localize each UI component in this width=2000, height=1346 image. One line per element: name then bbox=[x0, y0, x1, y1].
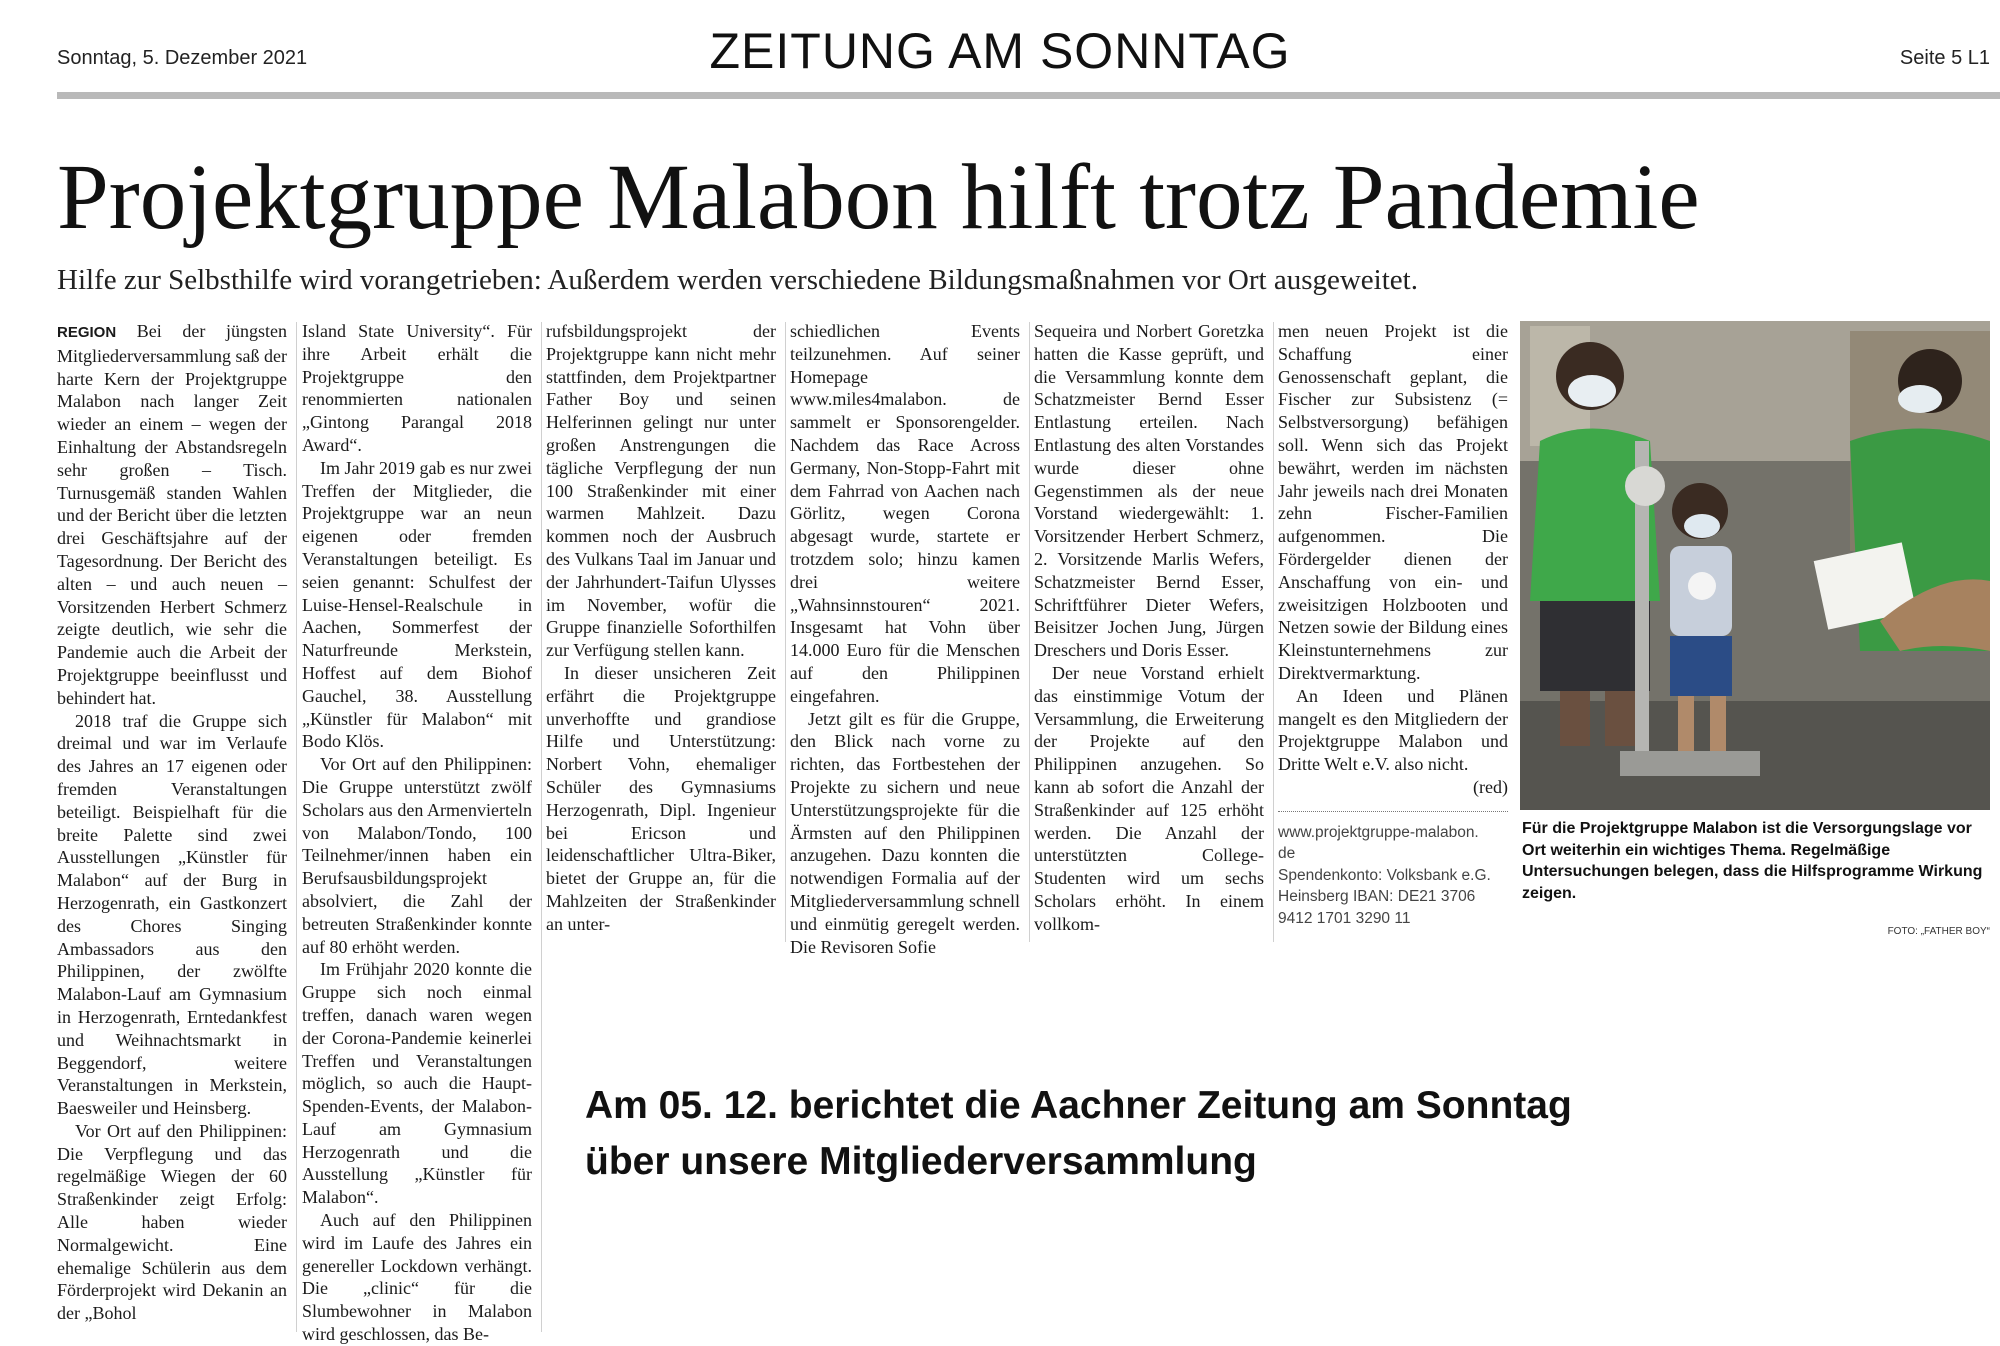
paragraph: Der neue Vorstand erhielt das einstimmige Votum der Versammlung, die Erweiterung der Projekte auf den Philippinen anzugehen. So kann ab sofort die Anzahl der Straßenkinder auf 125 erhöht werden. Die Anzahl der unterstützten College-Studenten wird um sechs Scholars erhöht. In einem vollkom- bbox=[1034, 662, 1264, 934]
paragraph: men neuen Projekt ist die Schaffung einer Genossenschaft geplant, die Fischer zur Subsistenz (= Selbstversorgung) befähigen soll. Wenn sich das Projekt bewährt, werden im nächsten Jahr jeweils nach drei Monaten zehn Fischer-Familien aufgenommen. Die Fördergelder dienen der Anschaffung von ein- und zweisitzigen Holzbooten und Netzen sowie der Bildung eines Kleinstunternehmens zur Direktvermarktung. bbox=[1278, 321, 1508, 683]
website-link[interactable]: www.projektgruppe-malabon. bbox=[1278, 823, 1479, 841]
column-divider bbox=[1029, 322, 1030, 942]
paragraph: Vor Ort auf den Philippinen: Die Gruppe unterstützt zwölf Scholars aus den Armenvierteln von Malabon/Tondo, 100 Teilnehmer/innen haben ein Berufsausbildungsprojekt absolviert, die Zahl der betreuten Straßenkinder konnte auf 80 erhöht werden. bbox=[302, 754, 532, 957]
paragraph: REGION Bei der jüngsten Mitgliederversammlung saß der harte Kern der Projektgruppe Malabon nach langer Zeit wieder an einem – wegen der Einhaltung der Abstandsregeln sehr großen – Tisch. Turnusgemäß standen Wahlen und der Bericht über die letzten drei Geschäftsjahre auf der Tagesordnung. Der Bericht des alten – und auch neuen – Vorsitzenden Herbert Schmerz zeigte deutlich, wie sehr die Pandemie auch die Arbeit der Projektgruppe beeinflusst und behindert hat. bbox=[57, 321, 287, 708]
article-column-3 bbox=[546, 320, 776, 936]
paragraph: Im Frühjahr 2020 konnte die Gruppe sich noch einmal treffen, danach waren wegen der Corona-Pandemie keinerlei Treffen und Veranstaltungen möglich, so auch die Haupt-Spenden-Events, der Malabon-Lauf am Gymnasium Herzogenrath und die Ausstellung „Künstler für Malabon“. bbox=[302, 959, 532, 1208]
column-divider bbox=[1273, 322, 1274, 942]
article-column-6 bbox=[1278, 320, 1508, 929]
paragraph: Auch auf den Philippinen wird im Laufe des Jahres ein genereller Lockdown verhängt. Die „clinic“ für die Slumbewohner in Malabon wird geschlossen, das Be- bbox=[302, 1210, 532, 1345]
article-column-5 bbox=[1034, 320, 1264, 936]
photo-illustration bbox=[1520, 321, 1990, 810]
region-tag: REGION bbox=[57, 324, 117, 341]
paragraph: rufsbildungsprojekt der Projektgruppe kann nicht mehr stattfinden, dem Projektpartner Father Boy und seinen Helferinnen gelingt nur unter großen Anstrengungen die tägliche Verpflegung der nun 100 Straßenkinder mit einer warmen Mahlzeit. Dazu kommen noch der Ausbruch des Vulkans Taal im Januar und der Jahrhundert-Taifun Ulysses im November, wofür die Gruppe finanzielle Soforthilfen zur Verfügung stellen kann. bbox=[546, 321, 776, 661]
paragraph: Im Jahr 2019 gab es nur zwei Treffen der Mitglieder, die Projektgruppe war an neun eigenen oder fremden Veranstaltungen beteiligt. Es seien genannt: Schulfest der Luise-Hensel-Realschule in Aachen, Sommerfest der Naturfreunde Merkstein, Hoffest auf dem Biohof Gauchel, 38. Ausstellung „Künstler für Malabon“ mit Bodo Klös. bbox=[302, 457, 532, 752]
donation-account: Spendenkonto: Volksbank e.G. bbox=[1278, 866, 1491, 884]
photo-credit: FOTO: „FATHER BOY“ bbox=[1887, 926, 1990, 937]
paragraph: Jetzt gilt es für die Gruppe, den Blick nach vorne zu richten, das Fortbestehen der Projekte zu sichern und neue Unterstützungsprojekte für die Ärmsten auf den Philippinen anzugehen. Dazu konnten die notwendigen Formalia auf der Mitgliederversammlung schnell und einmütig geregelt werden. Die Revisoren Sofie bbox=[790, 708, 1020, 957]
masthead-date: Sonntag, 5. Dezember 2021 bbox=[57, 47, 308, 69]
paragraph: 2018 traf die Gruppe sich dreimal und war im Verlaufe des Jahres an 17 eigenen oder fremden Veranstaltungen beteiligt. Beispielhaft für die breite Palette sind zwei Ausstellungen „Künstler für Malabon“ auf der Burg in Herzogenrath, ein Gastkonzert des Chores Singing Ambassadors aus den Philippinen, der zwölfte Malabon-Lauf am Gymnasium in Herzogenrath, Erntedankfest und Weihnachtsmarkt in Beggendorf, weitere Veranstaltungen in Merkstein, Baesweiler und Heinsberg. bbox=[57, 710, 287, 1119]
paragraph: Vor Ort auf den Philippinen: Die Verpflegung und das regelmäßige Wiegen der 60 Straßenkinder zeigt Erfolg: Alle haben wieder Normalgewicht. Eine ehemalige Schülerin aus dem Förderprojekt wird Dekanin an der „Bohol bbox=[57, 1120, 287, 1324]
article-column-2 bbox=[302, 320, 532, 1346]
overlay-note-line-1: Am 05. 12. berichtet die Aachner Zeitung am Sonntag bbox=[585, 1084, 1572, 1127]
masthead-rule bbox=[57, 92, 2000, 99]
paragraph: Sequeira und Norbert Goretzka hatten die Kasse geprüft, und die Versammlung konnte dem Schatzmeister Bernd Esser Entlastung erteilen. Nach Entlastung des alten Vorstandes wurde dieser ohne Gegenstimmen als der neue Vorstand wiedergewählt: 1. Vorsitzender Herbert Schmerz, 2. Vorsitzende Marlis Wefers, Schatzmeister Bernd Esser, Schriftführer Dieter Wefers, Beisitzer Jochen Jung, Jürgen Dreschers und Doris Esser. bbox=[1034, 321, 1264, 661]
author-signature: (red) bbox=[1473, 776, 1508, 797]
website-link-cont[interactable]: de bbox=[1278, 845, 1296, 863]
article-headline: Projektgruppe Malabon hilft trotz Pandemie bbox=[57, 146, 1700, 249]
column-divider bbox=[541, 322, 542, 1332]
overlay-note bbox=[585, 1078, 1785, 1190]
article-subheadline: Hilfe zur Selbsthilfe wird vorangetrieben: Außerdem werden verschiedene Bildungsmaßnahmen vor Ort ausgeweitet. bbox=[57, 264, 1418, 296]
info-box bbox=[1278, 811, 1508, 930]
paragraph: schiedlichen Events teilzunehmen. Auf seiner Homepage www.miles4malabon. de sammelt er Sponsorengelder. Nachdem das Race Across Germany, Non-Stopp-Fahrt mit dem Fahrrad von Aachen nach Görlitz, wegen Corona abgesagt wurde, startete er trotzdem solo; hinzu kamen drei weitere „Wahnsinnstouren“ 2021. Insgesamt hat Vohn über 14.000 Euro für die Menschen auf den Philippinen eingefahren. bbox=[790, 321, 1020, 706]
newspaper-title: ZEITUNG AM SONNTAG bbox=[709, 23, 1291, 79]
donation-iban: Heinsberg IBAN: DE21 3706 bbox=[1278, 888, 1476, 906]
donation-iban-cont: 9412 1701 3290 11 bbox=[1278, 909, 1411, 927]
column-divider bbox=[785, 322, 786, 942]
paragraph: Island State University“. Für ihre Arbeit erhält die Projektgruppe den renommierten nationalen „Gintong Parangal 2018 Award“. bbox=[302, 321, 532, 455]
article-column-1 bbox=[57, 320, 287, 1325]
photo-caption: Für die Projektgruppe Malabon ist die Versorgungslage vor Ort weiterhin ein wichtiges Thema. Regelmäßige Untersuchungen belegen, dass die Hilfsprogramme Wirkung zeigen. bbox=[1522, 820, 1983, 902]
paragraph: In dieser unsicheren Zeit erfährt die Projektgruppe unverhoffte und grandiose Hilfe und Unterstützung: Norbert Vohn, ehemaliger Schüler des Gymnasiums Herzogenrath, Dipl. Ingenieur bei Ericson und leidenschaftlicher Ultra-Biker, bietet der Gruppe an, für die Mahlzeiten der Straßenkinder an unter- bbox=[546, 662, 776, 934]
column-divider bbox=[296, 322, 297, 1332]
paragraph: An Ideen und Plänen mangelt es den Mitgliedern der Projektgruppe Malabon und Dritte Welt e.V. also nicht. bbox=[1278, 685, 1508, 775]
article-column-4 bbox=[790, 320, 1020, 958]
article-photo bbox=[1520, 321, 1990, 810]
overlay-note-line-2: über unsere Mitgliederversammlung bbox=[585, 1140, 1257, 1183]
page-number: Seite 5 L1 bbox=[1899, 47, 1990, 69]
